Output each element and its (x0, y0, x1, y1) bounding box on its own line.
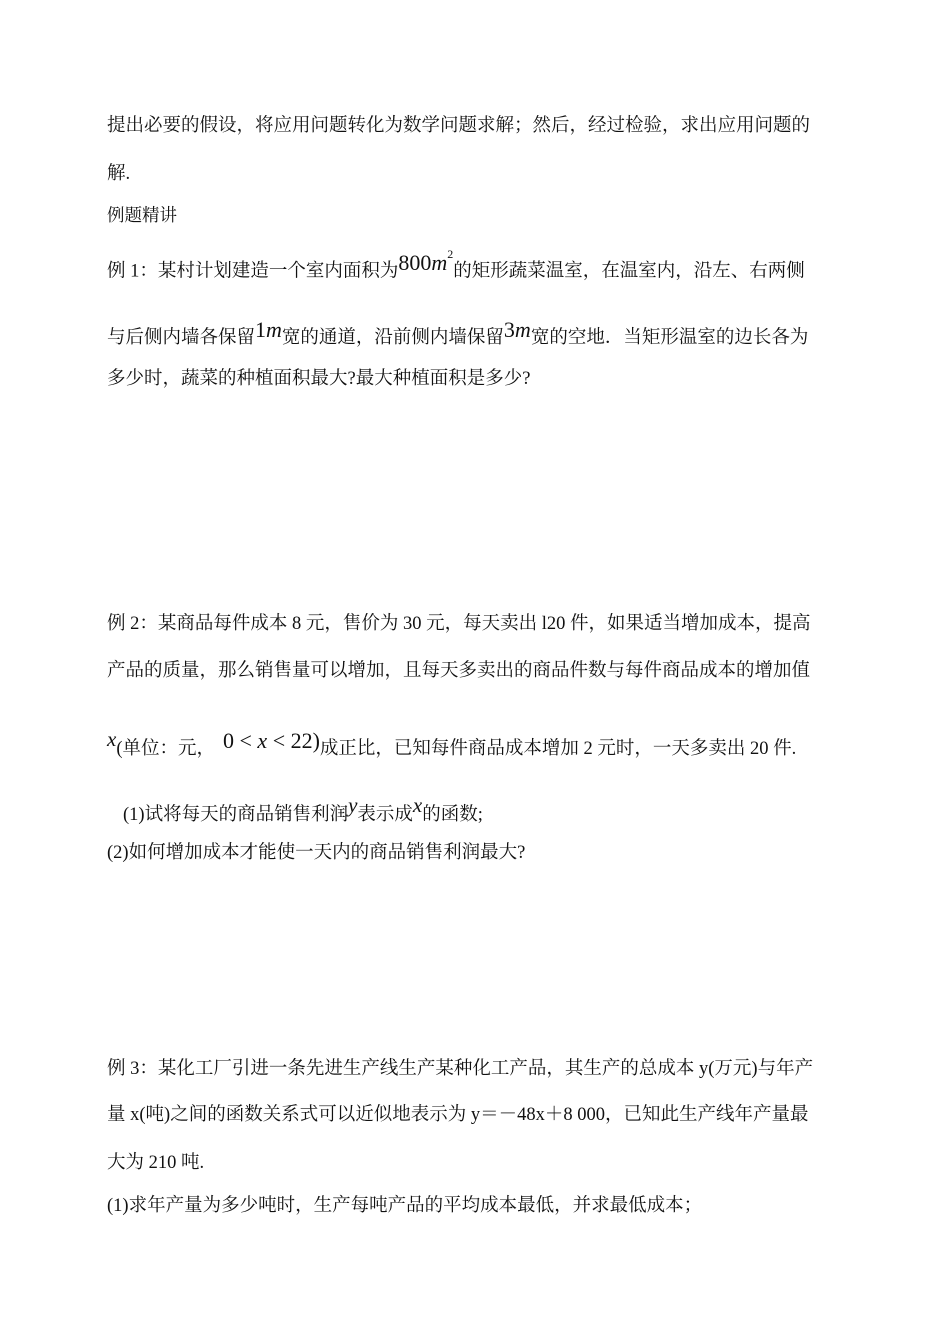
ex2-question-2: (2)如何增加成本才能使一天内的商品销售利润最大? (107, 843, 526, 863)
ex1-line-2 (107, 317, 809, 350)
ex2-line-1 (107, 612, 811, 636)
var-x: x (107, 727, 117, 751)
ex3-text-3: 大为 210 吨. (107, 1153, 205, 1173)
ex2-line-2 (107, 659, 810, 683)
ex1-text-2c: 宽的空地．当矩形温室的边长各为 (530, 328, 809, 348)
intro-text-1: 提出必要的假设，将应用问题转化为数学问题求解；然后，经过检验，求出应用问题的 (107, 116, 811, 136)
intro-line-2 (107, 162, 130, 186)
ex3-line-2 (107, 1103, 808, 1127)
ex3-text-1: 例 3：某化工厂引进一条先进生产线生产某种化工产品，其生产的总成本 y(万元)与年产 (107, 1059, 814, 1079)
ex2-text-2: 产品的质量，那么销售量可以增加，且每天多卖出的商品件数与每件商品成本的增加值 (107, 661, 811, 681)
ex1-line-1 (107, 247, 805, 283)
ex1-text-1a: 例 1：某村计划建造一个室内面积为 (107, 261, 399, 282)
ex3-text-2: 量 x(吨)之间的函数关系式可以近似地表示为 y＝－48x＋8 000，已知此生产线年产量最 (107, 1105, 809, 1125)
var-x-2: x (412, 793, 423, 817)
ex1-text-2a: 与后侧内墙各保留 (107, 328, 256, 348)
ex2-text-3a: (单位：元， (116, 739, 215, 759)
walkway-width: 1m (255, 317, 282, 342)
section-title (107, 203, 177, 227)
ex2-text-1: 例 2：某商品每件成本 8 元，售价为 30 元，每天卖出 l20 件，如果适当增加成本，提高 (107, 614, 811, 634)
ex2-question-1: (1)试将每天的商品销售利润y表示成x的函数; (123, 793, 483, 825)
inequality: 0 < x < 22) (223, 728, 320, 753)
ex3-line-1 (107, 1057, 813, 1081)
ex3-line-3 (107, 1151, 204, 1175)
ex2-text-3b: 成正比，已知每件商品成本增加 2 元时，一天多卖出 20 件. (319, 739, 797, 759)
ex1-text-2b: 宽的通道，沿前侧内墙保留 (281, 328, 504, 348)
front-space-width: 3m (503, 317, 531, 342)
intro-text-2: 解. (107, 164, 131, 184)
ex1-line-3 (107, 367, 530, 391)
section-title-text: 例题精讲 (107, 205, 177, 225)
ex2-line-3 (107, 727, 797, 761)
ex3-question-1: (1)求年产量为多少吨时，生产每吨产品的平均成本最低，并求最低成本； (107, 1196, 703, 1216)
ex1-text-3: 多少时，蔬菜的种植面积最大?最大种植面积是多少? (107, 369, 531, 389)
var-y: y (348, 793, 358, 817)
area-value: $800m^2$ (398, 247, 454, 276)
ex1-text-1b: 的矩形蔬菜温室，在温室内，沿左、右两侧 (453, 261, 805, 282)
intro-line-1 (107, 114, 810, 138)
